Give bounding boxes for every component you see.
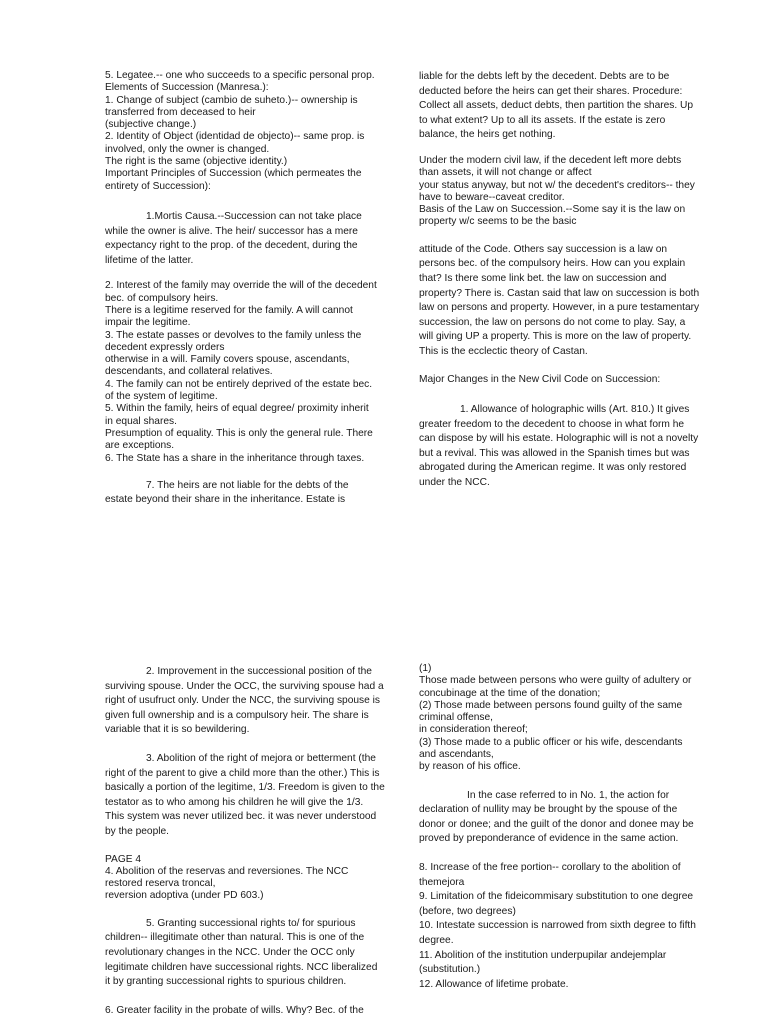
list-item: 10. Intestate succession is narrowed from sixth degree to fifth degree. <box>419 920 696 947</box>
list-item: 12. Allowance of lifetime probate. <box>419 978 569 990</box>
text-line: by reason of his office. <box>419 761 521 773</box>
paragraph-void-donations <box>419 663 701 774</box>
text-line: The right is the same (objective identity.) <box>105 156 288 168</box>
text-line: (subjective change.) <box>105 119 197 131</box>
text-line: 5. Legatee.-- one who succeeds to a specific personal prop. <box>105 70 375 81</box>
text-line: Important Principles of Succession (which permeates the entirety of Succession): <box>105 168 362 192</box>
top-right-column <box>419 70 701 491</box>
text-line: 4. The family can not be entirely deprived of the estate bec. of the system of legitime. <box>105 378 373 403</box>
text-line: otherwise in a will. Family covers spouse, ascendants, descendants, and collateral relatives. <box>105 354 350 378</box>
text-line: Those made between persons who were guilty of adultery or <box>419 675 692 687</box>
paragraph-holographic-wills: 1. Allowance of holographic wills (Art. 810.) It gives greater freedom to the decedent to choose in what form he can dispose by will his estate. Holographic will is not a novelty but a revival. This was allowed in the Spanish times but was abrogated during the American regime. It was only restored under the NCC. <box>419 404 699 489</box>
text-line: 1. Change of subject (cambio de suheto.)-- ownership is transferred from deceased to heir <box>105 94 358 118</box>
paragraph-surviving-spouse: 2. Improvement in the successional position of the surviving spouse. Under the OCC, the surviving spouse had a right of usufruct only. Under the NCC, the surviving spouse is given full ownership and is a compulsory heir. The share is variable that it is so bewildering. <box>105 666 384 736</box>
paragraph-spurious-children: 5. Granting successional rights to/ for spurious children-- illegitimate other than natural. This is one of the revolutionary changes in the NCC. Under the OCC only legitimate children have successional rights. NCC liberalized it by granting successional rights to spurious children. <box>105 917 378 988</box>
text-line: 2. Identity of Object (identidad de objecto)-- same prop. is involved, only the owner is changed. <box>105 131 365 155</box>
page-number: PAGE 4 <box>105 853 142 865</box>
paragraph-heirs-not-liable: 7. The heirs are not liable for the debts of the estate beyond their share in the inheritance. Estate is <box>105 479 349 506</box>
paragraph-nullity-action: In the case referred to in No. 1, the action for declaration of nullity may be brought by the spouse of the donor or donee; and the guilt of the donor and donee may be proved by preponderance of evidence in the same action. <box>419 789 694 845</box>
bottom-left-column <box>105 665 385 1018</box>
top-left-column <box>105 70 377 508</box>
text-line: Presumption of equality. This is only the general rule. There are exceptions. <box>105 427 373 452</box>
text-line: Under the modern civil law, if the decedent left more debts than assets, it will not change or affect <box>419 154 682 179</box>
list-major-changes-continued <box>419 861 701 992</box>
paragraph-principles <box>105 280 377 464</box>
text-line: Elements of Succession (Manresa.): <box>105 82 269 94</box>
paragraph-mejora: 3. Abolition of the right of mejora or betterment (the right of the parent to give a child more than the other.) This is basically a portion of the legitime, 1/3. Freedom is given to the testator as to who among his children he will give the 1/3. This system was never utilized bec. it was never understood by the people. <box>105 752 385 837</box>
list-item: 8. Increase of the free portion-- corollary to the abolition of themejora <box>419 862 681 888</box>
paragraph-modern-civil-law <box>419 155 701 229</box>
list-item: 9. Limitation of the fideicommisary substitution to one degree (before, two degrees) <box>419 891 694 917</box>
text-line: 6. The State has a share in the inheritance through taxes. <box>105 452 365 464</box>
text-line: (2) Those made between persons found guilty of the same criminal offense, <box>419 699 683 724</box>
paragraph-legatee-elements <box>105 70 377 193</box>
text-line: Basis of the Law on Succession.--Some say it is the law on property w/c seems to be the basic <box>419 204 686 228</box>
list-item: 11. Abolition of the institution underpupilar andejemplar (substitution.) <box>419 949 667 976</box>
text-line: 4. Abolition of the reservas and reversiones. The NCC restored reserva troncal, <box>105 865 349 890</box>
text-line: There is a legitime reserved for the family. A will cannot impair the legitime. <box>105 304 353 329</box>
text-line: (1) <box>419 663 432 674</box>
paragraph-mortis-causa: 1.Mortis Causa.--Succession can not take place while the owner is alive. The heir/ successor has a mere expectancy right to the prop. of the decedent, during the lifetime of the latter. <box>105 210 362 266</box>
paragraph-estate-liable: liable for the debts left by the decedent. Debts are to be deducted before the heirs can get their shares. Procedure: Collect all assets, deduct debts, then partition the shares. Up to what extent? Up to all its assets. If the estate is zero balance, the heirs get nothing. <box>419 71 694 141</box>
paragraph-castan: attitude of the Code. Others say succession is a law on persons bec. of the compulsory heirs. How can you explain that? Is there some link bet. the law on succession and property? There is. Castan said that law on succession is both law on persons and property. However, in a pure testamentary succession, the law on persons do not come to play. Say, a will giving UP a property. This is more on the law of property. This is the ecclectic theory of Castan. <box>419 243 700 357</box>
paragraph-page-4-reservas <box>105 854 385 903</box>
section-heading-major-changes: Major Changes in the New Civil Code on Succession: <box>419 373 661 385</box>
paragraph-probate: 6. Greater facility in the probate of wills. Why? Bec. of the <box>105 1004 364 1016</box>
text-line: 2. Interest of the family may override the will of the decedent bec. of compulsory heirs. <box>105 280 377 304</box>
text-line: 5. Within the family, heirs of equal degree/ proximity inherit in equal shares. <box>105 403 369 427</box>
text-line: in consideration thereof; <box>419 724 528 736</box>
text-line: reversion adoptiva (under PD 603.) <box>105 890 264 902</box>
text-line: 3. The estate passes or devolves to the family unless the decedent expressly orders <box>105 329 362 353</box>
text-line: your status anyway, but not w/ the decedent's creditors-- they have to beware--caveat creditor. <box>419 179 695 203</box>
text-line: concubinage at the time of the donation; <box>419 687 601 699</box>
bottom-right-column <box>419 663 701 992</box>
text-line: (3) Those made to a public officer or his wife, descendants and ascendants, <box>419 736 683 761</box>
